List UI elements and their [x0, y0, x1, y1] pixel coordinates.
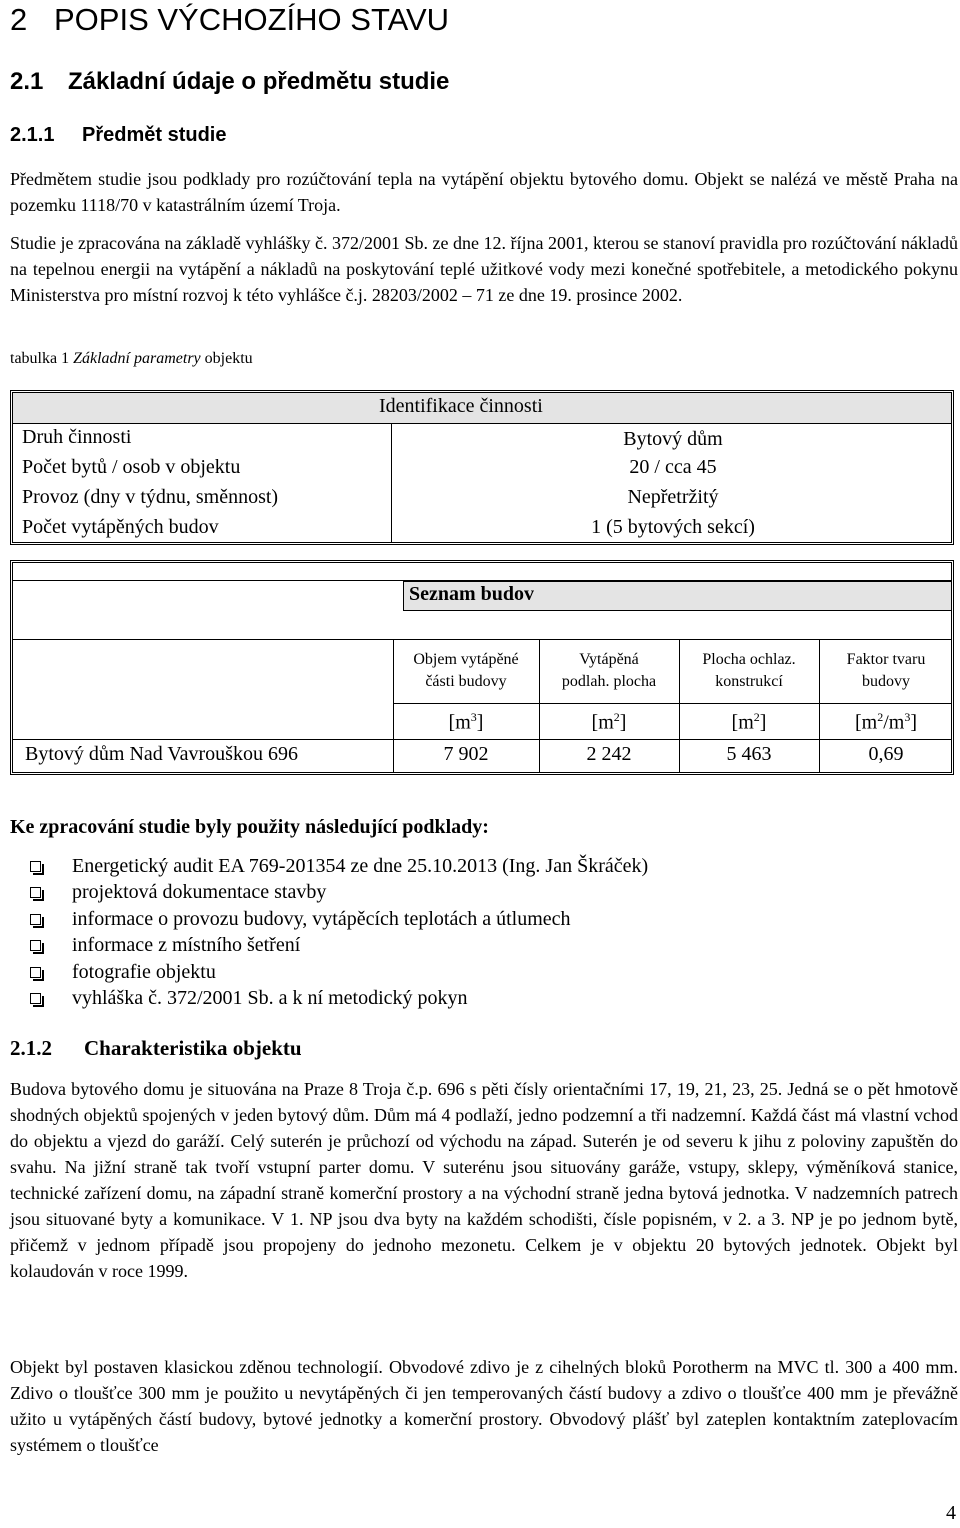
- unit-text: ]: [910, 711, 917, 734]
- caption-prefix: tabulka 1: [10, 350, 70, 367]
- row-label: Počet vytápěných budov: [22, 516, 219, 538]
- checkbox-bullet-icon: [30, 861, 41, 872]
- checkbox-bullet-icon: [30, 993, 41, 1004]
- value-volume: 7 902: [443, 743, 489, 765]
- paragraph-basis: Studie je zpracována na základě vyhlášky č. 372/2001 Sb. ze dne 12. října 2001, kterou se stanoví pravidla pro rozúčtování nákladů na tepelnou energii na vytápění a nákladů na poskytování teplé užitkové vody mezi konečné spotřebitele, a metodického pokynu Ministerstva pro místní rozvoj k této vyhlášce č.j. 28203/2002 – 71 ze dne 19. prosince 2002.: [10, 233, 958, 305]
- section-number: 2.1: [10, 68, 44, 95]
- list-item-text: informace z místního šetření: [72, 934, 301, 957]
- unit-cooled-area: [681, 710, 817, 735]
- column-header-shape-factor: [821, 649, 951, 693]
- unit-exponent: 3: [470, 710, 477, 724]
- parameters-table-title: Identifikace činnosti: [379, 395, 543, 417]
- unit-text: [m: [854, 711, 878, 734]
- row-value: 1 (5 bytových sekcí): [591, 516, 755, 538]
- checkbox-bullet-icon: [30, 914, 41, 925]
- list-item-text: vyhláška č. 372/2001 Sb. a k ní metodický pokyn: [72, 986, 468, 1009]
- chapter-heading: [10, 2, 449, 38]
- checkbox-bullet-icon: [30, 887, 41, 898]
- unit-text: [m: [591, 711, 614, 734]
- header-line: Plocha ochlaz.: [702, 651, 796, 668]
- header-line: konstrukcí: [715, 673, 783, 690]
- unit-exponent: 2: [753, 710, 760, 724]
- unit-text: ]: [476, 711, 484, 734]
- checkbox-bullet-icon: [30, 967, 41, 978]
- column-divider: [679, 639, 680, 773]
- table-caption: [10, 350, 253, 368]
- row-value: 20 / cca 45: [629, 456, 717, 478]
- table-rule: [13, 639, 951, 640]
- subsection-title: Předmět studie: [82, 124, 227, 146]
- list-item-text: Energetický audit EA 769-201354 ze dne 25.10.2013 (Ing. Jan Škráček): [72, 855, 649, 877]
- value-cooled-area: 5 463: [726, 743, 772, 765]
- column-divider: [393, 739, 394, 773]
- list-item: [30, 932, 648, 958]
- sources-intro: Ke zpracování studie byly použity následující podklady:: [10, 816, 489, 838]
- unit-text: [m: [448, 711, 471, 734]
- column-header-floor-area: [541, 649, 677, 693]
- column-divider: [393, 639, 394, 739]
- list-item-text: fotografie objektu: [72, 960, 216, 983]
- table-row: [13, 424, 951, 454]
- unit-shape-factor: [821, 710, 951, 735]
- list-item: [30, 959, 648, 985]
- page-number: 4: [946, 1502, 956, 1524]
- parameters-table: [10, 390, 954, 545]
- section-heading: [10, 68, 449, 96]
- header-line: Objem vytápěné: [413, 651, 519, 668]
- unit-volume: [395, 710, 537, 735]
- row-label: Provoz (dny v týdnu, směnnost): [22, 486, 279, 508]
- header-line: podlah. plocha: [561, 673, 657, 690]
- paragraph-building-description: Budova bytového domu je situována na Praze 8 Troja č.p. 696 s pěti čísly orientačními 17, 19, 21, 23, 25. Jedná se o pět hmotově shodných objektů spojených v jeden bytový dům. Dům má 4 podlaží, jedno podzemní a tři nadzemní. Každá část má vlastní vchod do objektu a vjezd do garáží. Celý suterén je průchozí od východu na západ. Suterén je od severu k jihu z poloviny zapuštěn do svahu. Na jižní straně tak tvoří vstupní parter domu. V suterénu jsou situovány garáže, vstupy, sklepy, výměníková stanice, technické zařízení domu, na západní straně komerční prostory a na východní straně jedna bytová jednotka. V nadzemních patrech jsou situované byty a komunikace. V 1. NP jsou dva byty na každém schodišti, čísle popisném, v 2. a 3. NP je po jednom bytě, přičemž v jednom případě jsou propojeny do jednoho mezonetu. Celkem je v objektu 20 bytových jednotek. Objekt byl kolaudován v roce 1999.: [10, 1079, 958, 1281]
- unit-text: /m: [883, 711, 905, 734]
- unit-text: ]: [619, 711, 627, 734]
- chapter-title: POPIS VÝCHOZÍHO STAVU: [54, 2, 450, 37]
- caption-italic: Základní parametry: [73, 350, 201, 367]
- subsection-number: 2.1.1: [10, 124, 55, 146]
- parameters-table-header: [13, 393, 951, 424]
- unit-exponent: 2: [613, 710, 620, 724]
- column-divider: [539, 639, 540, 773]
- column-divider: [819, 639, 820, 773]
- paragraph-construction: Objekt byl postaven klasickou zděnou technologií. Obvodové zdivo je z cihelných bloků Porotherm na MVC tl. 300 a 400 mm. Zdivo o tloušťce 300 mm je použito u nevytápěných či jen temperovaných částí budovy a zdivo o tloušťce 400 mm je převážně užito u vytápěných částí budovy, bytové jednotky a komerční prostory. Obvodový plášť byl zateplen kontaktním zateplovacím systémem o tloušťce: [10, 1357, 958, 1455]
- table-rule: [393, 703, 951, 704]
- list-item: [30, 879, 648, 905]
- list-item: [30, 985, 648, 1011]
- subsection-number: 2.1.2: [10, 1036, 52, 1060]
- row-label: Druh činnosti: [22, 426, 132, 448]
- column-header-cooled-area: [681, 649, 817, 693]
- list-item: [30, 853, 648, 879]
- checkbox-bullet-icon: [30, 940, 41, 951]
- paragraph-subject: Předmětem studie jsou podklady pro rozúčtování tepla na vytápění objektu bytového domu. Objekt se nalézá ve městě Praha na pozemku 1118/70 v katastrálním území Troja.: [10, 169, 958, 215]
- building-name: Bytový dům Nad Vavrouškou 696: [25, 743, 298, 765]
- column-header-volume: [395, 649, 537, 693]
- table-row: [13, 454, 951, 484]
- unit-exponent: 3: [904, 710, 911, 724]
- list-item: [30, 906, 648, 932]
- list-item-text: informace o provozu budovy, vytápěcích teplotách a útlumech: [72, 907, 571, 930]
- header-line: budovy: [862, 673, 910, 690]
- header-line: Vytápěná: [579, 651, 639, 668]
- unit-floor-area: [541, 710, 677, 735]
- section-title: Základní údaje o předmětu studie: [68, 68, 450, 95]
- header-line: části budovy: [425, 673, 507, 690]
- value-floor-area: 2 242: [586, 743, 632, 765]
- row-value: Nepřetržitý: [627, 486, 719, 508]
- header-line: Faktor tvaru: [846, 651, 926, 668]
- row-label: Počet bytů / osob v objektu: [22, 456, 241, 478]
- buildings-table: [10, 560, 954, 775]
- row-value: Bytový dům: [623, 428, 723, 450]
- buildings-table-title: Seznam budov: [409, 583, 535, 605]
- unit-text: [m: [731, 711, 754, 734]
- table-rule: [13, 739, 951, 740]
- unit-text: ]: [759, 711, 767, 734]
- table-row: [13, 484, 951, 514]
- subsection-title: Charakteristika objektu: [84, 1036, 302, 1060]
- sources-list: [30, 853, 648, 1011]
- caption-suffix: objektu: [204, 350, 253, 367]
- subsection-heading-characteristics: [10, 1036, 302, 1061]
- subsection-heading-subject: [10, 124, 226, 147]
- unit-exponent: 2: [877, 710, 884, 724]
- chapter-number: 2: [10, 2, 28, 37]
- table-row: [13, 514, 951, 544]
- table-spacer: [13, 563, 951, 581]
- list-item-text: projektová dokumentace stavby: [72, 881, 327, 904]
- value-shape-factor: 0,69: [868, 743, 904, 765]
